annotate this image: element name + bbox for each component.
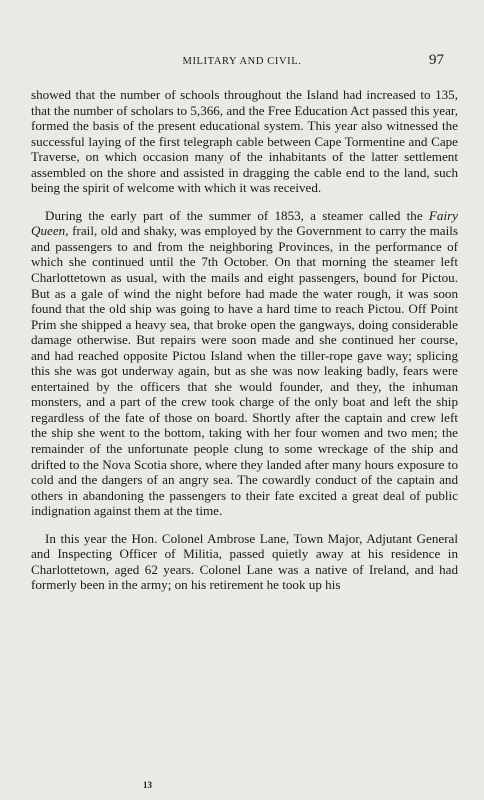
paragraph-fairy-queen (31, 208, 458, 519)
page-number: 97 (429, 52, 444, 68)
ship-name: Fairy Queen (31, 207, 458, 239)
paragraph-colonel-lane: In this year the Hon. Colonel Ambrose Lane, Town Major, Adjutant General and Inspecting Officer of Militia, passed quietly away at his residence in Charlottetown, aged 62 years. Colonel Lane was a native of Ireland, and had formerly been in the army; on his retirement he took up his (31, 530, 458, 593)
running-title: MILITARY AND CIVIL. (182, 56, 302, 67)
running-head (30, 52, 454, 72)
paragraph-fairy-queen-intro: During the early part of the summer of 1853, a steamer called the (45, 207, 429, 223)
body-text (31, 87, 458, 605)
paragraph-schools-telegraph: showed that the number of schools throughout the Island had increased to 135, that the number of scholars to 5,366, and the Free Education Act passed this year, formed the basis of the present educational system. This year also witnessed the successful laying of the first telegraph cable between Cape Tormentine and Cape Traverse, on which occasion many of the inhabitants of the latter settlement assembled on the shore and assisted in dragging the cable end to the land, such being the spirit of welcome with which it was received. (31, 87, 458, 196)
paragraph-fairy-queen-body: , frail, old and shaky, was employed by the Government to carry the mails and passengers to and from the neighboring Provinces, in the performance of which she continued until the 7th October. On that morning the steamer left Charlottetown as usual, with the mails and eight passengers, bound for Pictou. But as a gale of wind the night before had made the water rough, it was soon found that the old ship was going to have a hard time to reach Pictou. Off Point Prim she shipped a heavy sea, that broke open the gangways, doing considerable damage otherwise. But repairs were soon made and she continued her course, and had reached opposite Pictou Island when the tiller-rope gave way; splicing this she was got underway again, but as she was now leaking badly, fears were entertained by the officers that she would founder, and they, the inhuman monsters, and a part of the crew took charge of the only boat and left the ship regardless of the fate of those on board. Shortly after the captain and crew left the ship she went to the bottom, taking with her four women and two men; the remainder of the unfortunate people clung to some wreckage of the ship and drifted to the Nova Scotia shore, where they landed after many hours exposure to cold and the dangers of an angry sea. The cowardly conduct of the captain and others in abandoning the passengers to their fate excited a great deal of public indignation against them at the time. (31, 223, 458, 519)
signature-mark: 13 (143, 780, 152, 790)
